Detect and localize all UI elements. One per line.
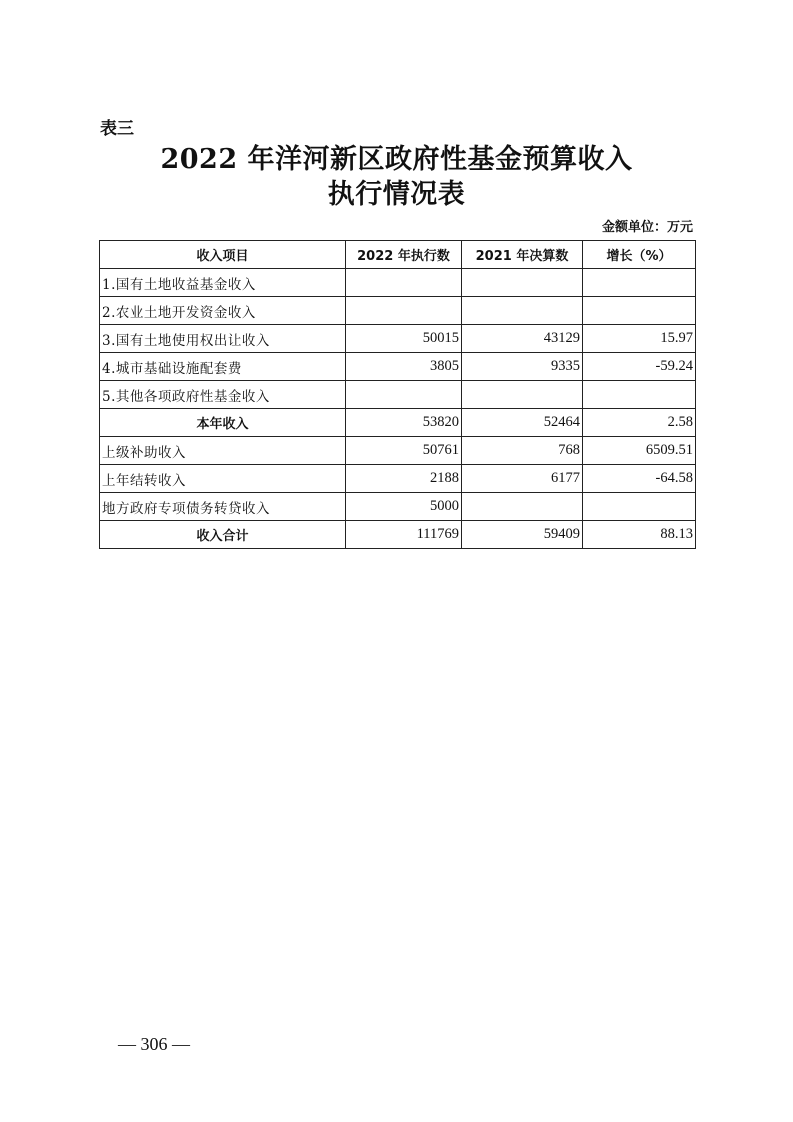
row-growth bbox=[583, 269, 696, 297]
budget-table bbox=[99, 240, 696, 549]
page-title-line-1: 2022 年洋河新区政府性基金预算收入 bbox=[160, 144, 633, 175]
table-label: 表三 bbox=[100, 119, 134, 139]
row-final bbox=[462, 493, 583, 521]
row-name: 1.国有土地收益基金收入 bbox=[100, 269, 346, 297]
row-exec bbox=[346, 297, 462, 325]
table-row-subtotal bbox=[100, 409, 696, 437]
table-row-total bbox=[100, 521, 696, 549]
table-header-row bbox=[100, 241, 696, 269]
row-exec: 3805 bbox=[346, 353, 462, 381]
column-header-final: 2021 年决算数 bbox=[462, 241, 583, 269]
row-growth: 88.13 bbox=[583, 521, 696, 549]
row-exec bbox=[346, 381, 462, 409]
page-title-line-2: 执行情况表 bbox=[327, 179, 466, 210]
row-name: 上级补助收入 bbox=[100, 437, 346, 465]
row-growth bbox=[583, 297, 696, 325]
row-growth bbox=[583, 493, 696, 521]
row-final: 59409 bbox=[462, 521, 583, 549]
row-name: 5.其他各项政府性基金收入 bbox=[100, 381, 346, 409]
row-exec bbox=[346, 269, 462, 297]
row-growth: -64.58 bbox=[583, 465, 696, 493]
row-final: 6177 bbox=[462, 465, 583, 493]
table-row bbox=[100, 297, 696, 325]
row-final bbox=[462, 269, 583, 297]
table-row bbox=[100, 269, 696, 297]
row-final: 768 bbox=[462, 437, 583, 465]
table-row bbox=[100, 325, 696, 353]
row-name: 2.农业土地开发资金收入 bbox=[100, 297, 346, 325]
row-growth: -59.24 bbox=[583, 353, 696, 381]
row-exec: 111769 bbox=[346, 521, 462, 549]
table-row bbox=[100, 381, 696, 409]
row-name: 上年结转收入 bbox=[100, 465, 346, 493]
table-row bbox=[100, 437, 696, 465]
table-row bbox=[100, 353, 696, 381]
table-row bbox=[100, 493, 696, 521]
column-header-exec: 2022 年执行数 bbox=[346, 241, 462, 269]
row-name: 3.国有土地使用权出让收入 bbox=[100, 325, 346, 353]
table-row bbox=[100, 465, 696, 493]
row-final: 43129 bbox=[462, 325, 583, 353]
row-name: 本年收入 bbox=[100, 409, 346, 437]
row-growth: 6509.51 bbox=[583, 437, 696, 465]
row-final bbox=[462, 381, 583, 409]
row-exec: 5000 bbox=[346, 493, 462, 521]
row-final bbox=[462, 297, 583, 325]
unit-note: 金额单位：万元 bbox=[601, 220, 693, 235]
row-final: 9335 bbox=[462, 353, 583, 381]
row-name: 4.城市基础设施配套费 bbox=[100, 353, 346, 381]
row-growth bbox=[583, 381, 696, 409]
row-growth: 15.97 bbox=[583, 325, 696, 353]
row-exec: 53820 bbox=[346, 409, 462, 437]
row-exec: 2188 bbox=[346, 465, 462, 493]
row-name: 收入合计 bbox=[100, 521, 346, 549]
row-name: 地方政府专项债务转贷收入 bbox=[100, 493, 346, 521]
row-final: 52464 bbox=[462, 409, 583, 437]
page-number: — 306 — bbox=[118, 1034, 190, 1054]
column-header-item: 收入项目 bbox=[100, 241, 346, 269]
column-header-growth: 增长（%） bbox=[583, 241, 696, 269]
row-exec: 50761 bbox=[346, 437, 462, 465]
row-exec: 50015 bbox=[346, 325, 462, 353]
row-growth: 2.58 bbox=[583, 409, 696, 437]
